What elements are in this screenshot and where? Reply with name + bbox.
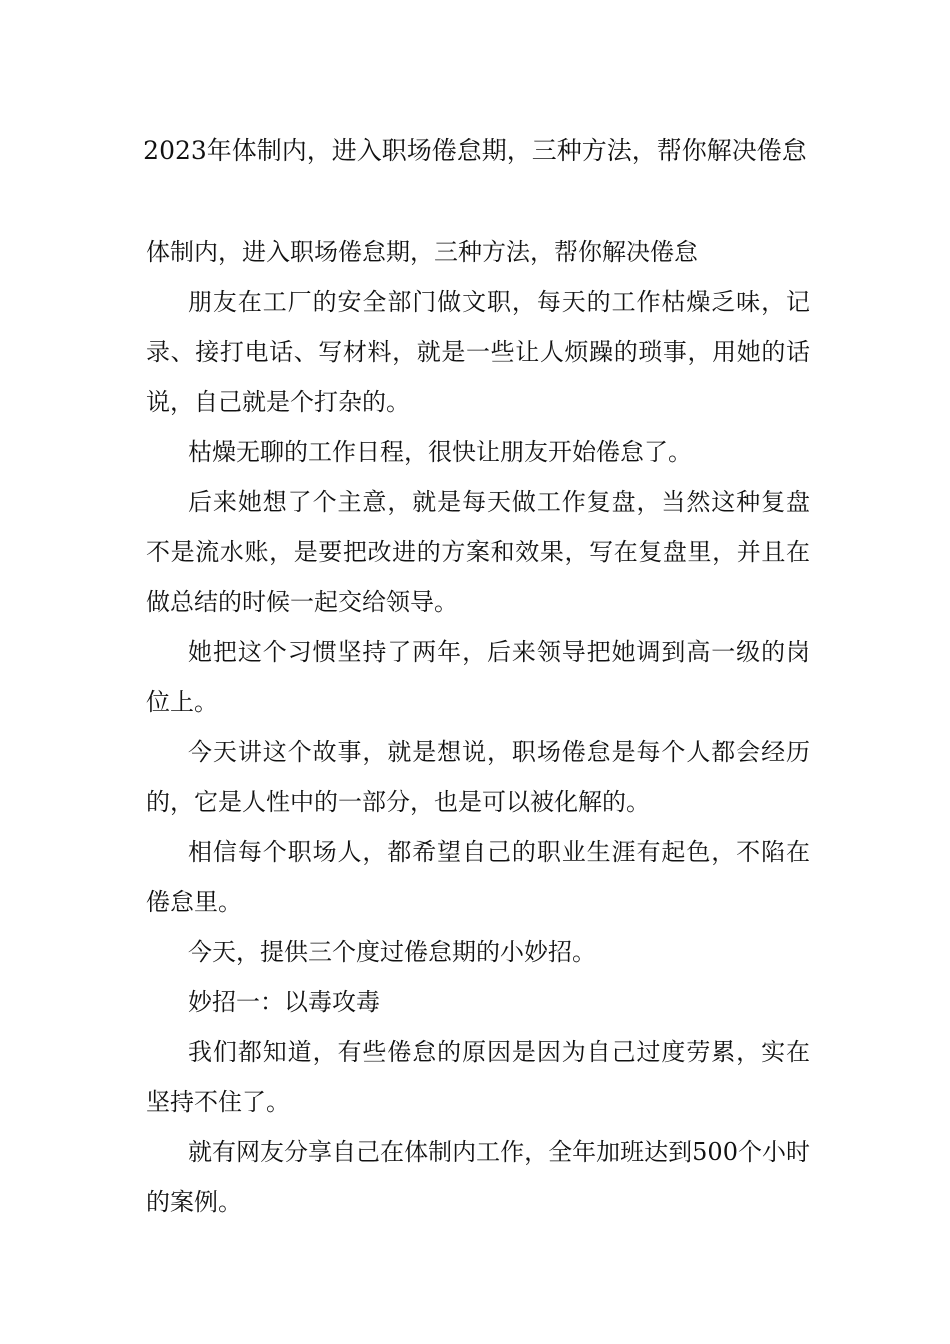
section-heading: 妙招一：以毒攻毒 <box>188 988 380 1016</box>
paragraph: 朋友在工厂的安全部门做文职，每天的工作枯燥乏味，记录、接打电话、写材料，就是一些让人烦躁的琐事，用她的话说，自己就是个打杂的。 <box>146 288 810 416</box>
paragraph: 相信每个职场人，都希望自己的职业生涯有起色，不陷在倦怠里。 <box>146 838 810 916</box>
document-body <box>146 227 810 1227</box>
paragraph: 枯燥无聊的工作日程，很快让朋友开始倦怠了。 <box>188 438 692 466</box>
paragraph: 她把这个习惯坚持了两年，后来领导把她调到高一级的岗位上。 <box>146 638 810 716</box>
paragraph: 我们都知道，有些倦怠的原因是因为自己过度劳累，实在坚持不住了。 <box>146 1038 810 1116</box>
paragraph: 就有网友分享自己在体制内工作，全年加班达到500个小时的案例。 <box>146 1138 810 1216</box>
subtitle-paragraph: 体制内，进入职场倦怠期，三种方法，帮你解决倦怠 <box>146 238 698 266</box>
paragraph: 后来她想了个主意，就是每天做工作复盘，当然这种复盘不是流水账，是要把改进的方案和效果，写在复盘里，并且在做总结的时候一起交给领导。 <box>146 488 810 616</box>
paragraph: 今天讲这个故事，就是想说，职场倦怠是每个人都会经历的，它是人性中的一部分，也是可以被化解的。 <box>146 738 810 816</box>
paragraph: 今天，提供三个度过倦怠期的小妙招。 <box>188 938 596 966</box>
document-title: 2023年体制内，进入职场倦怠期，三种方法，帮你解决倦怠 <box>143 136 807 165</box>
